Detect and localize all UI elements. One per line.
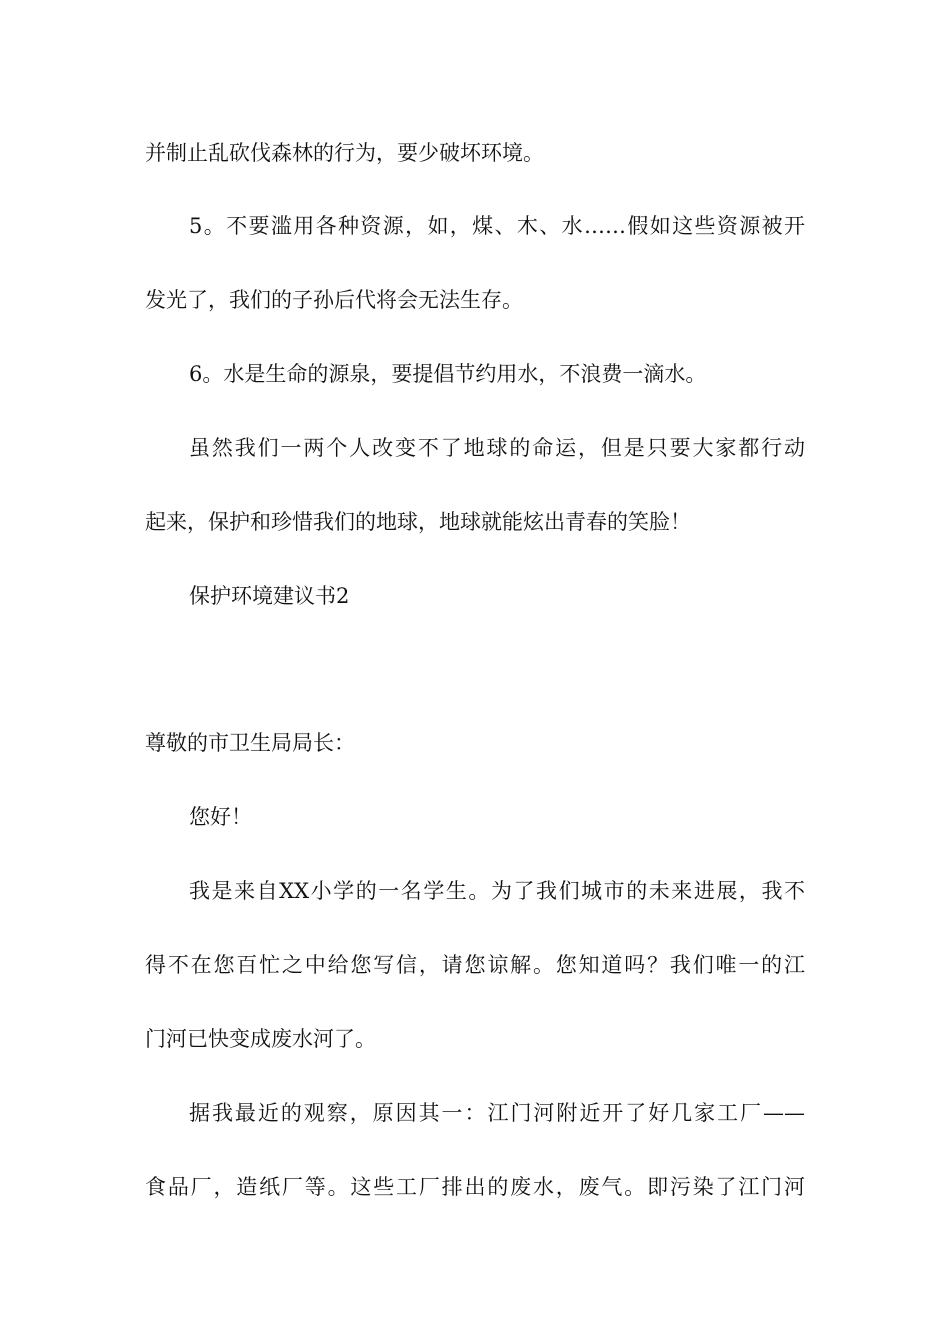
paragraph-line: 据我最近的观察，原因其一：江门河附近开了好几家工厂—— <box>189 1101 805 1125</box>
paragraph-line: 并制止乱砍伐森林的行为，要少破坏环境。 <box>145 141 544 165</box>
paragraph-line: 得不在您百忙之中给您写信，请您谅解。您知道吗？我们唯一的江 <box>145 953 805 977</box>
letter-greeting: 您好！ <box>189 805 252 829</box>
paragraph-line: 6。水是生命的源泉，要提倡节约用水，不浪费一滴水。 <box>189 362 707 386</box>
paragraph-line: 发光了，我们的子孙后代将会无法生存。 <box>145 288 523 312</box>
paragraph-line: 食品厂，造纸厂等。这些工厂排出的废水，废气。即污染了江门河 <box>145 1175 805 1199</box>
letter-salutation: 尊敬的市卫生局局长： <box>145 731 355 755</box>
paragraph-line: 虽然我们一两个人改变不了地球的命运，但是只要大家都行动 <box>189 436 805 460</box>
paragraph-line: 我是来自XX小学的一名学生。为了我们城市的未来进展，我不 <box>189 879 805 903</box>
paragraph-line: 起来，保护和珍惜我们的地球，地球就能炫出青春的笑脸！ <box>145 510 691 534</box>
section-heading: 保护环境建议书2 <box>189 584 350 608</box>
paragraph-line: 5。不要滥用各种资源，如，煤、木、水……假如这些资源被开 <box>189 214 805 238</box>
paragraph-line: 门河已快变成废水河了。 <box>145 1027 376 1051</box>
